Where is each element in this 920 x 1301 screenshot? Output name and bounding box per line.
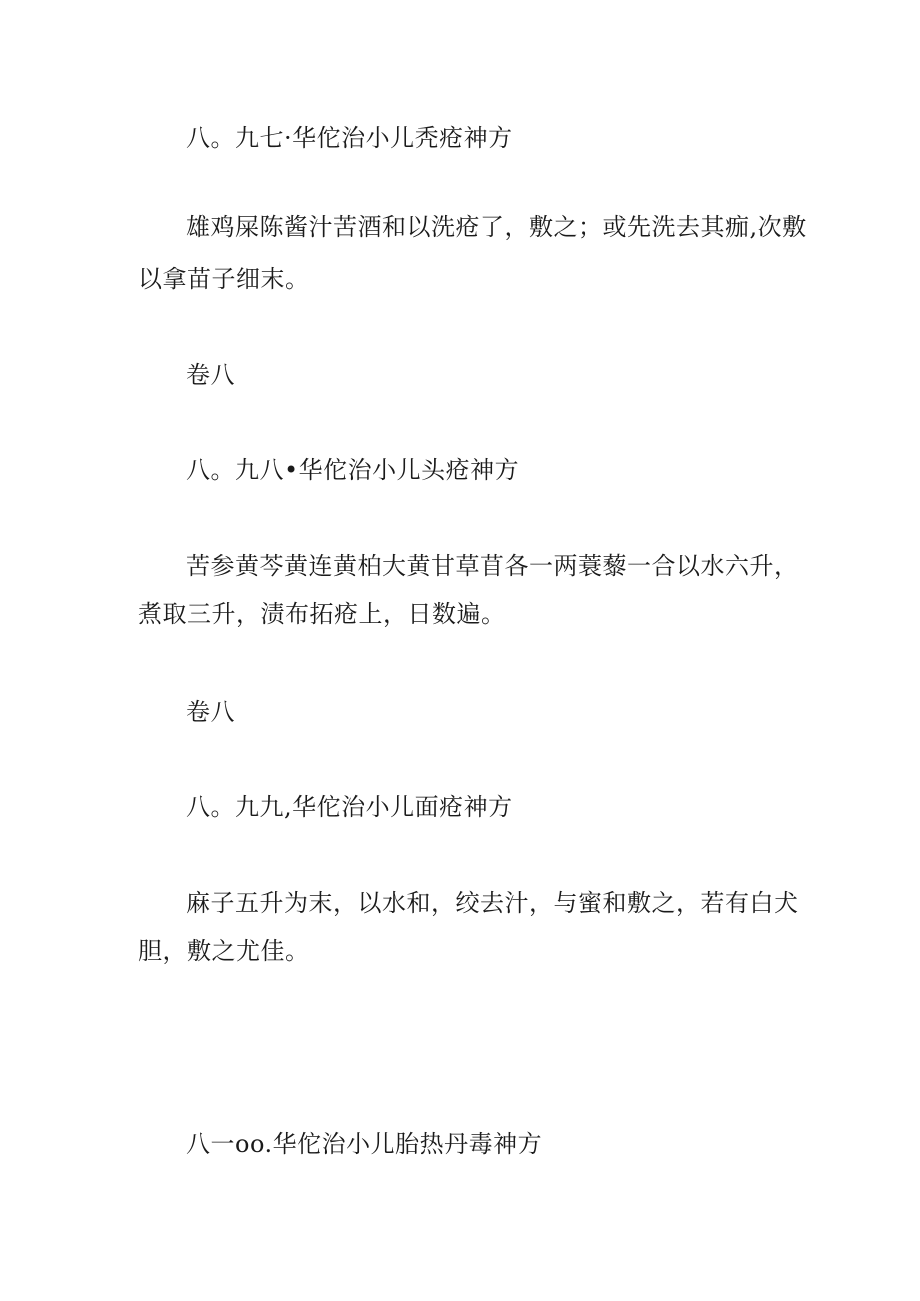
section-body-097-line-2: 以拿苗子细末。 [138, 265, 310, 293]
section-heading-099: 八。九九,华佗治小儿面疮神方 [186, 793, 513, 821]
section-body-097-line-1: 雄鸡屎陈酱汁苦酒和以洗疮了，敷之；或先洗去其痂,次敷 [186, 213, 807, 241]
volume-label-1: 卷八 [186, 361, 235, 389]
section-heading-097: 八。九七·华佗治小儿秃疮神方 [186, 124, 513, 152]
section-heading-100: 八一oo.华佗治小儿胎热丹毒神方 [186, 1130, 543, 1158]
section-body-099-line-1: 麻子五升为末，以水和，绞去汁，与蜜和敷之，若有白犬 [186, 889, 799, 917]
section-heading-098: 八。九八•华佗治小儿头疮神方 [186, 456, 520, 484]
section-body-099-line-2: 胆，敷之尤佳。 [138, 937, 310, 965]
section-body-098-line-2: 煮取三升，渍布拓疮上，日数遍。 [138, 600, 506, 628]
section-body-098-line-1: 苦参黄芩黄连黄柏大黄甘草苜各一两蓑藜一合以水六升， [186, 552, 799, 580]
volume-label-2: 卷八 [186, 698, 235, 726]
